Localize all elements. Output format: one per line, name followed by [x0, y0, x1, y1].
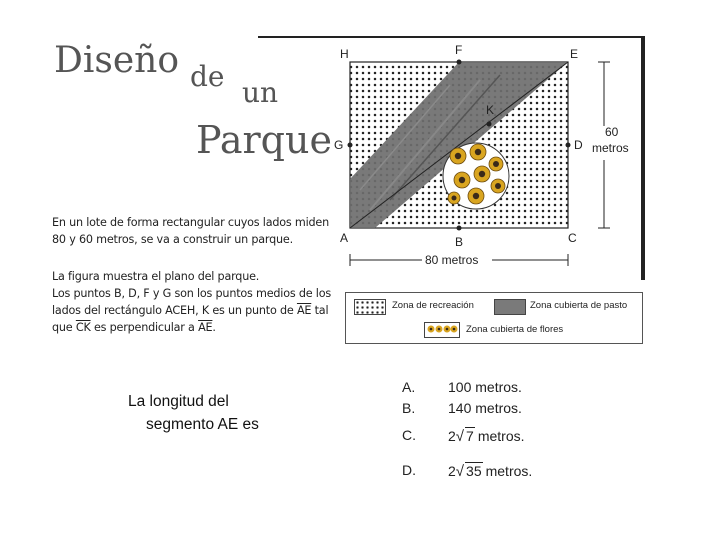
point-g-marker — [348, 143, 353, 148]
title-word-un: un — [242, 76, 279, 109]
intro-paragraph-1: En un lote de forma rectangular cuyos lados miden 80 y 60 metros, se va a construir un parque. — [52, 216, 329, 246]
question-text — [128, 390, 259, 436]
intro-paragraph-2 — [52, 268, 334, 336]
intro-connector-2: es perpendicular a — [93, 321, 195, 334]
label-point-c: C — [568, 231, 577, 245]
option-d-unit: metros. — [485, 463, 533, 479]
point-k-marker — [487, 122, 492, 127]
legend-recreation-label: Zona de recreación — [392, 300, 474, 311]
diagram-legend — [345, 292, 643, 344]
intro-sentence-figure: La figura muestra el plano del parque. — [52, 270, 260, 283]
segment-ck-label: $\overline{CK}$ — [75, 321, 91, 334]
label-point-k: K — [486, 103, 495, 117]
option-b-text: 140 metros. — [448, 400, 522, 416]
frame-right-border — [641, 36, 645, 280]
option-c-letter: C. — [402, 427, 416, 443]
option-d-radicand: 35 — [466, 463, 482, 479]
legend-flowers-label: Zona cubierta de flores — [466, 324, 564, 335]
point-b-marker — [457, 226, 462, 231]
option-a-text: 100 metros. — [448, 379, 522, 395]
option-d-expression: 2√ 35 metros. — [448, 463, 533, 480]
intro-sentence-midpoints: Los puntos B, D, F y G son los puntos medios de los lados del rectángulo ACEH, K es un punto de — [52, 287, 331, 317]
height-label-unit: metros — [592, 141, 629, 155]
option-c-radicand: 7 — [466, 428, 474, 444]
width-label: 80 metros — [425, 253, 479, 267]
flowers-icon — [425, 323, 459, 337]
option-b-letter: B. — [402, 400, 416, 416]
option-c-coefficient: 2 — [448, 428, 456, 444]
legend-grass-swatch — [494, 299, 526, 315]
legend-flowers-swatch — [424, 322, 460, 338]
legend-recreation-swatch — [354, 299, 386, 315]
option-a-letter: A. — [402, 379, 416, 395]
point-f-marker — [457, 60, 462, 65]
height-label-value: 60 — [605, 125, 619, 139]
frame-top-border — [258, 36, 645, 38]
legend-grass-label: Zona cubierta de pasto — [530, 300, 628, 311]
option-d-letter: D. — [402, 462, 416, 478]
title-word-de: de — [190, 60, 225, 93]
option-c-expression: 2√ 7 metros. — [448, 428, 525, 445]
label-point-f: F — [455, 43, 463, 57]
label-point-d: D — [574, 138, 583, 152]
question-line-1: La longitud del — [128, 393, 229, 410]
option-d-coefficient: 2 — [448, 463, 456, 479]
question-line-2: segmento AE es — [146, 416, 259, 433]
intro-period: . — [212, 321, 216, 334]
point-d-marker — [566, 143, 571, 148]
option-c-unit: metros. — [477, 428, 525, 444]
park-diagram — [330, 40, 640, 272]
label-point-a: A — [340, 231, 349, 245]
segment-ae-label-2: $\overline{AE}$ — [198, 321, 213, 334]
label-point-g: G — [334, 138, 344, 152]
title-word-parque: Parque — [196, 118, 332, 162]
segment-ae-label: $\overline{AE}$ — [296, 304, 312, 317]
intro-connector: tal que — [52, 304, 329, 334]
title-word-diseno: Diseño — [54, 40, 180, 81]
label-point-e: E — [570, 47, 579, 61]
label-point-h: H — [340, 47, 349, 61]
label-point-b: B — [455, 235, 464, 249]
